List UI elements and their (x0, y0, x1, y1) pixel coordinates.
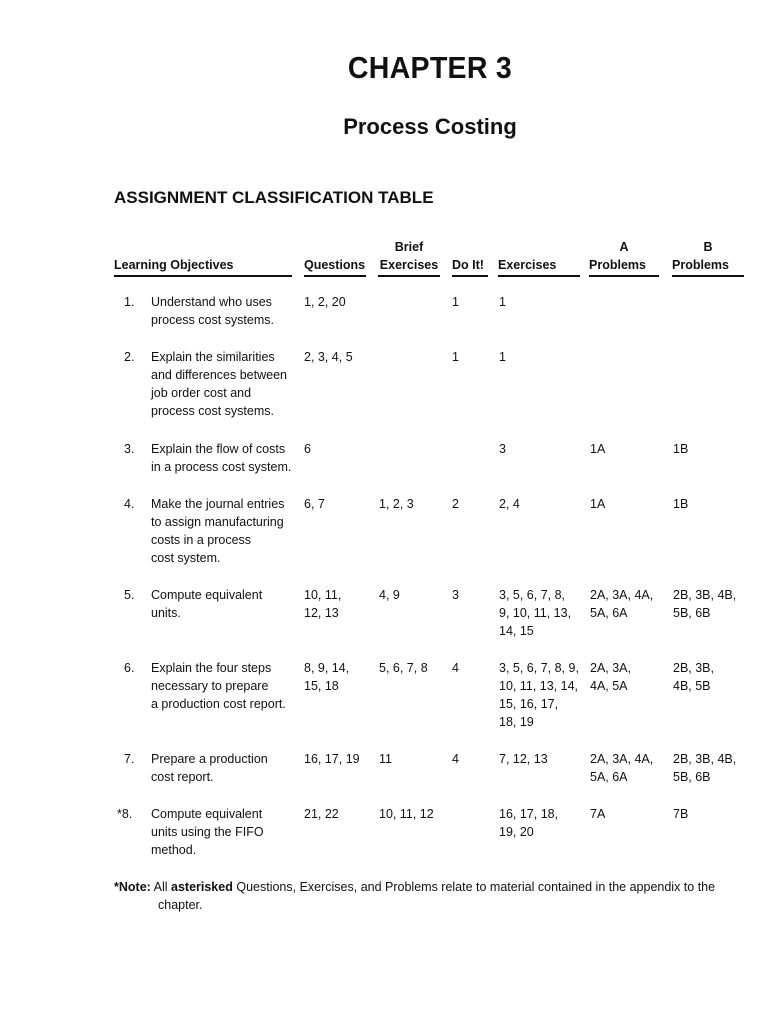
footnote-text-line2: chapter. (158, 898, 203, 912)
col-header-objectives: Learning Objectives (114, 256, 292, 277)
row-doit: 3 (452, 588, 459, 602)
row-doit: 4 (452, 752, 459, 766)
row-b-problems: 1B (673, 442, 689, 456)
row-exercises: 16, 17, 18, 19, 20 (499, 807, 559, 839)
chapter-subtitle: Process Costing (343, 114, 517, 139)
footnote (114, 878, 744, 914)
row-doit: 4 (452, 661, 459, 675)
row-b-problems: 2B, 3B, 4B, 5B, 6B (673, 752, 737, 784)
row-brief-exercises: 4, 9 (379, 588, 400, 602)
row-exercises: 7, 12, 13 (499, 752, 548, 766)
row-exercises: 3 (499, 442, 506, 456)
row-number: *8. (117, 807, 133, 821)
row-number: 7. (124, 752, 135, 766)
row-number: 4. (124, 497, 135, 511)
col-header-brief-exercises: Brief Exercises (378, 238, 440, 277)
row-a-problems: 2A, 3A, 4A, 5A (590, 661, 631, 693)
chapter-title: CHAPTER 3 (347, 50, 513, 85)
row-questions: 16, 17, 19 (304, 752, 360, 766)
row-a-problems: 1A (590, 497, 606, 511)
row-exercises: 3, 5, 6, 7, 8, 9, 10, 11, 13, 14, 15 (499, 588, 572, 638)
section-heading: ASSIGNMENT CLASSIFICATION TABLE (114, 188, 434, 207)
row-number: 5. (124, 588, 135, 602)
row-a-problems: 2A, 3A, 4A, 5A, 6A (590, 752, 654, 784)
row-questions: 6 (304, 442, 311, 456)
row-objective: Make the journal entries to assign manufacturing costs in a process cost system. (151, 497, 285, 565)
row-objective: Prepare a production cost report. (151, 752, 268, 784)
row-exercises: 3, 5, 6, 7, 8, 9, 10, 11, 13, 14, 15, 16, 17, 18, 19 (499, 661, 579, 729)
row-questions: 6, 7 (304, 497, 325, 511)
row-questions: 8, 9, 14, 15, 18 (304, 661, 350, 693)
row-b-problems: 2B, 3B, 4B, 5B (673, 661, 714, 693)
row-a-problems: 2A, 3A, 4A, 5A, 6A (590, 588, 654, 620)
row-number: 6. (124, 661, 135, 675)
row-doit: 1 (452, 350, 459, 364)
row-objective: Compute equivalent units using the FIFO method. (151, 807, 264, 857)
row-exercises: 1 (499, 295, 506, 309)
col-header-a-problems: A Problems (589, 238, 659, 277)
col-header-b-problems: B Problems (672, 238, 744, 277)
col-header-questions: Questions (304, 256, 366, 277)
row-brief-exercises: 1, 2, 3 (379, 497, 414, 511)
row-b-problems: 7B (673, 807, 689, 821)
row-number: 1. (124, 295, 135, 309)
row-questions: 1, 2, 20 (304, 295, 346, 309)
row-objective: Understand who uses process cost systems. (151, 295, 274, 327)
col-header-doit: Do It! (452, 256, 488, 277)
row-b-problems: 1B (673, 497, 689, 511)
row-doit: 1 (452, 295, 459, 309)
row-exercises: 2, 4 (499, 497, 520, 511)
footnote-bold-word: asterisked (171, 880, 233, 894)
row-doit: 2 (452, 497, 459, 511)
row-questions: 21, 22 (304, 807, 339, 821)
row-brief-exercises: 10, 11, 12 (379, 807, 434, 821)
row-objective: Explain the similarities and differences between job order cost and process cost systems. (151, 350, 287, 418)
col-header-exercises: Exercises (498, 256, 580, 277)
row-number: 2. (124, 350, 135, 364)
footnote-lead: *Note: (114, 880, 151, 894)
row-brief-exercises: 5, 6, 7, 8 (379, 661, 428, 675)
row-questions: 10, 11, 12, 13 (304, 588, 342, 620)
row-a-problems: 7A (590, 807, 606, 821)
footnote-text-line1: Questions, Exercises, and Problems relate to material contained in the appendix to the (236, 880, 716, 894)
row-a-problems: 1A (590, 442, 606, 456)
row-brief-exercises: 11 (379, 752, 392, 766)
row-objective: Compute equivalent units. (151, 588, 263, 620)
row-b-problems: 2B, 3B, 4B, 5B, 6B (673, 588, 737, 620)
row-objective: Explain the flow of costs in a process cost system. (151, 442, 292, 474)
row-exercises: 1 (499, 350, 506, 364)
row-objective: Explain the four steps necessary to prepare a production cost report. (151, 661, 286, 711)
row-number: 3. (124, 442, 135, 456)
row-questions: 2, 3, 4, 5 (304, 350, 353, 364)
footnote-text-before: All (153, 880, 168, 894)
